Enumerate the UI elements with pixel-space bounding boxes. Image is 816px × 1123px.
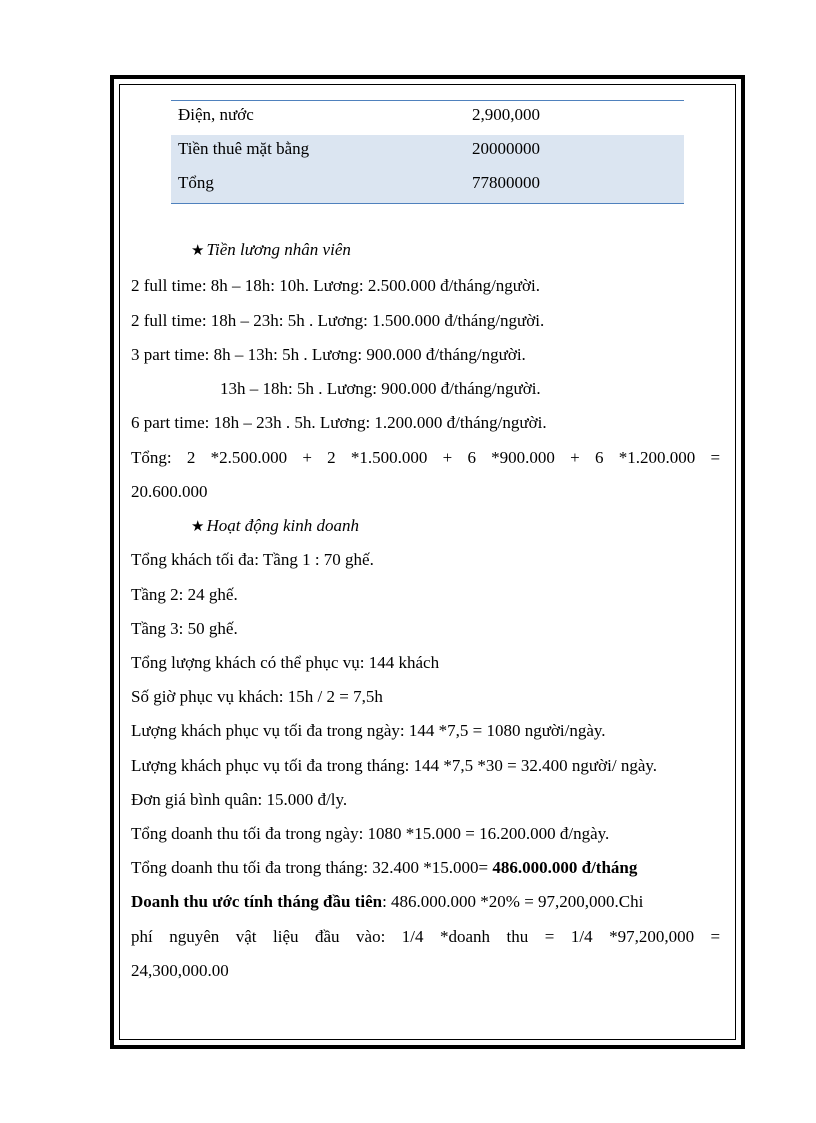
- section-heading-business: [191, 516, 359, 536]
- row-label: Tiền thuê mặt bằng: [178, 139, 310, 158]
- material-cost-result: 24,300,000.00: [131, 961, 229, 980]
- star-icon: ★: [191, 519, 205, 535]
- salary-total: Tổng: 2 *2.500.000 + 2 *1.500.000 + 6 *900.000 + 6 *1.200.000 =: [131, 448, 721, 467]
- material-cost-line: phí nguyên vật liệu đầu vào: 1/4 *doanh thu = 1/4 *97,200,000 =: [131, 927, 721, 946]
- salary-line: 6 part time: 18h – 23h . 5h. Lương: 1.200.000 đ/tháng/người.: [131, 413, 547, 432]
- table-row: [171, 135, 684, 169]
- business-line: Lượng khách phục vụ tối đa trong ngày: 144 *7,5 = 1080 người/ngày.: [131, 721, 606, 740]
- salary-line: 3 part time: 8h – 13h: 5h . Lương: 900.000 đ/tháng/người.: [131, 345, 526, 364]
- business-line: Đơn giá bình quân: 15.000 đ/ly.: [131, 790, 348, 809]
- section-heading-salary: [191, 240, 351, 260]
- row-label: Tổng: [178, 173, 214, 192]
- salary-line: 2 full time: 18h – 23h: 5h . Lương: 1.500.000 đ/tháng/người.: [131, 311, 545, 330]
- business-line: Tầng 3: 50 ghế.: [131, 619, 238, 638]
- monthly-revenue-total: 486.000.000 đ/tháng: [492, 858, 638, 877]
- business-line: Tổng doanh thu tối đa trong ngày: 1080 *15.000 = 16.200.000 đ/ngày.: [131, 824, 610, 843]
- row-value: 2,900,000: [472, 105, 540, 124]
- salary-total-result: 20.600.000: [131, 482, 208, 501]
- row-value: 77800000: [472, 173, 540, 192]
- business-line: Số giờ phục vụ khách: 15h / 2 = 7,5h: [131, 687, 383, 706]
- table-row: [171, 169, 684, 203]
- monthly-revenue-line: Tổng doanh thu tối đa trong tháng: 32.400 *15.000= 486.000.000 đ/tháng: [131, 858, 638, 877]
- heading-text: Hoạt động kinh doanh: [206, 516, 359, 535]
- business-line: Lượng khách phục vụ tối đa trong tháng: 144 *7,5 *30 = 32.400 người/ ngày.: [131, 756, 658, 775]
- estimate-label: Doanh thu ước tính tháng đầu tiên: [131, 892, 383, 911]
- business-line: Tổng lượng khách có thể phục vụ: 144 khách: [131, 653, 440, 672]
- table-row: [171, 101, 684, 135]
- heading-text: Tiền lương nhân viên: [206, 240, 351, 259]
- row-label: Điện, nước: [178, 105, 254, 124]
- cost-table: [171, 100, 684, 204]
- estimate-line: Doanh thu ước tính tháng đầu tiên: 486.000.000 *20% = 97,200,000.Chi: [131, 892, 644, 911]
- business-line: Tầng 2: 24 ghế.: [131, 585, 238, 604]
- business-line: Tổng khách tối đa: Tầng 1 : 70 ghế.: [131, 550, 374, 569]
- salary-line: 13h – 18h: 5h . Lương: 900.000 đ/tháng/người.: [220, 379, 541, 398]
- star-icon: ★: [191, 243, 205, 259]
- salary-line: 2 full time: 8h – 18h: 10h. Lương: 2.500.000 đ/tháng/người.: [131, 276, 540, 295]
- row-value: 20000000: [472, 139, 540, 158]
